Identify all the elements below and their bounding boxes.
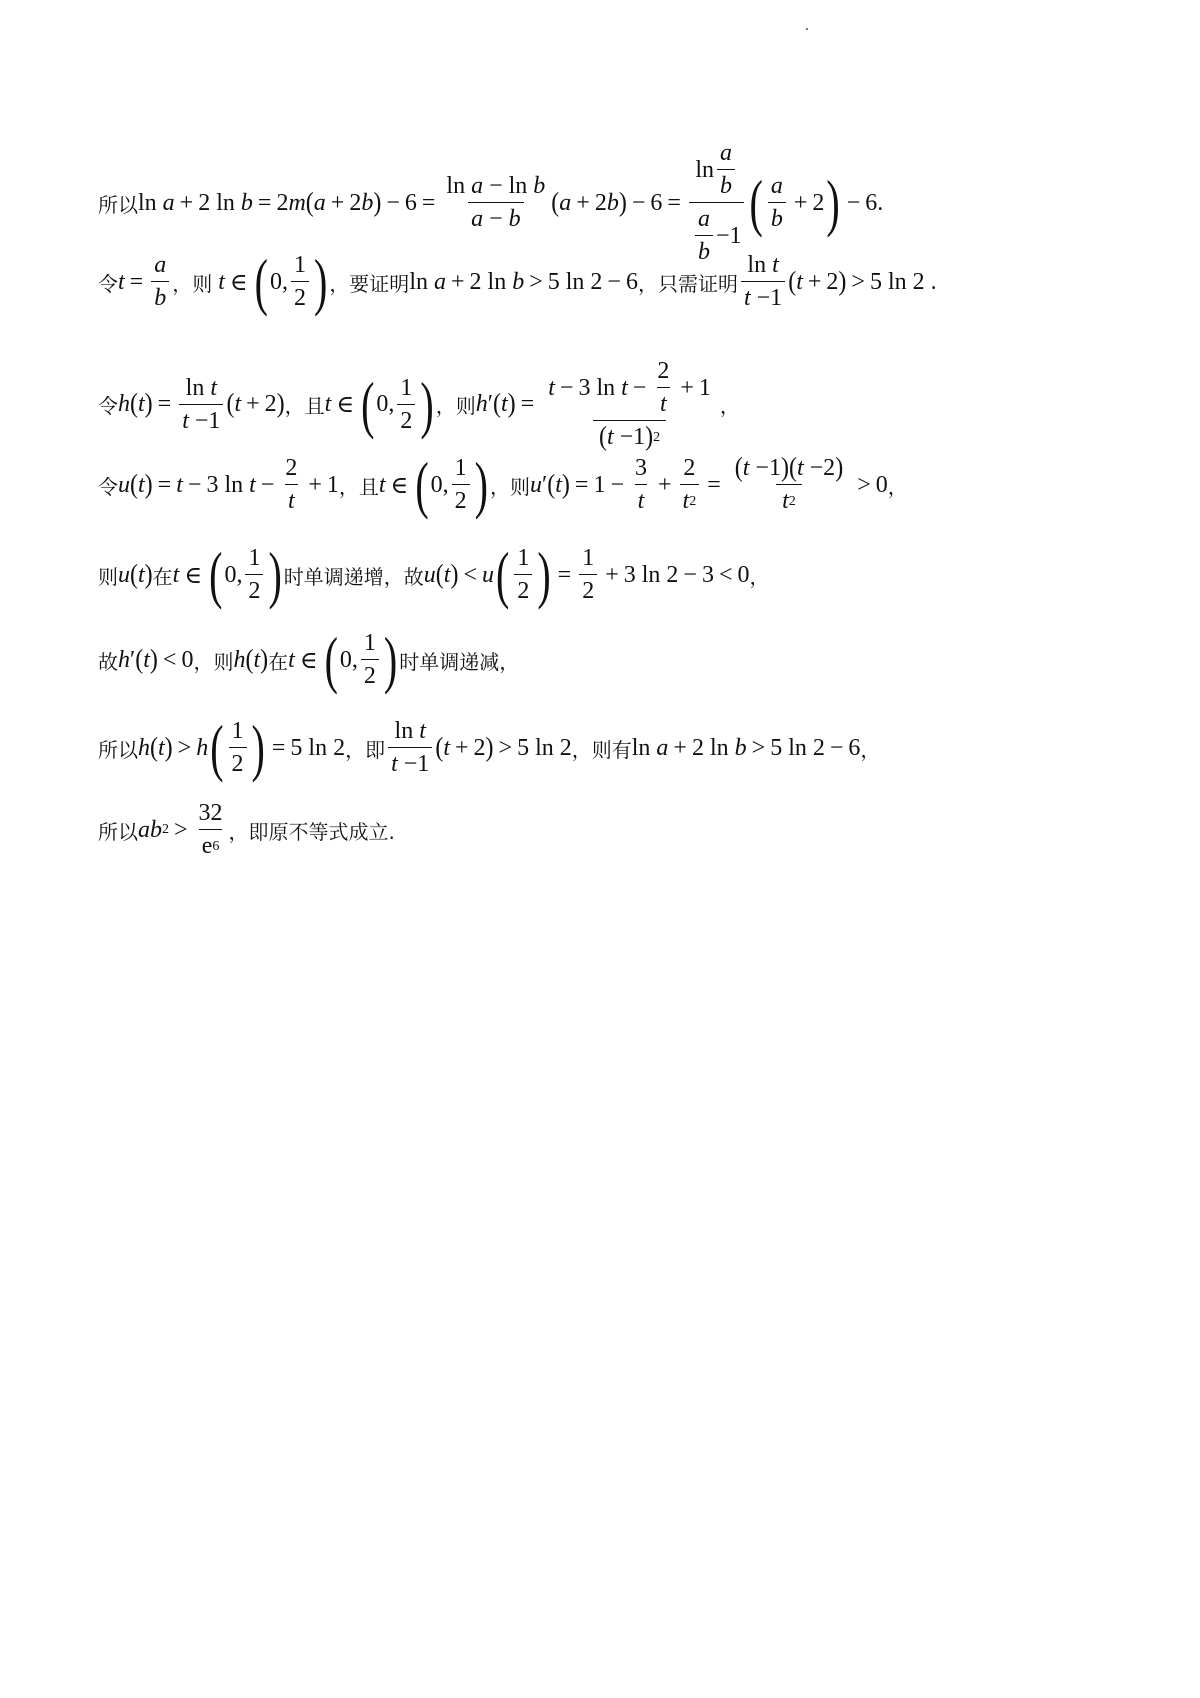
proof-line-4 [98, 448, 1140, 521]
line-3-math-c: h ′ ( t ) = t − 3 ln t − $\frac{2}{t}$ + 1 ( t −1 ) 2 [476, 358, 720, 451]
line-6-math-b: h ( t ) [233, 644, 269, 675]
line-7-math-c: ln a + 2 ln b > 5 ln 2 − 6 [631, 734, 861, 761]
line-3-text-1: ，且 [284, 394, 325, 418]
line-5-end: ， [749, 564, 770, 589]
line-7-math-a: h ( t ) > h ( $\frac{1}{2}$ ) = 5 ln 2 [138, 711, 346, 784]
line-5-text-1: 在 [152, 564, 173, 589]
line-2-math-c: ln a + 2 ln b > 5 ln 2 − 6 [409, 268, 638, 295]
line-6-end: 时单调递减， [399, 649, 520, 674]
proof-line-2 [98, 245, 1140, 318]
line-1-prefix: 所以 [98, 192, 138, 217]
line-5-text-2: 时单调递增，故 [283, 564, 424, 589]
line-3-prefix: 令 [98, 394, 118, 418]
proof-line-5 [98, 538, 1140, 611]
line-8-math: ab 2 > 32 e 6 [138, 800, 223, 859]
line-8-prefix: 所以 [98, 819, 138, 844]
line-3-end: ， [719, 394, 740, 418]
fraction-log-diff: ln a − ln b a − b [446, 173, 546, 232]
fraction-h-derivative: t − 3 ln t − $\frac{2}{t}$ + 1 ( t −1 ) 2 [548, 358, 711, 452]
line-6-math-a: h ′ ( t ) < 0 [118, 644, 194, 675]
line-2-math-b: t ∈ ( 0, $\frac{1}{2}$ ) [218, 245, 328, 318]
line-5-math-c: u ( t ) < u ( $\frac{1}{2}$ ) = $\frac{1}{2}$ + 3 ln 2 − 3 < 0 [423, 538, 750, 611]
line-3-math-a: h ( t ) = ln t t −1 ( t + 2 ) [118, 374, 285, 434]
line-6-text-2: 在 [268, 649, 289, 674]
line-6-math-c: t ∈ ( 0, $\frac{1}{2}$ ) [288, 623, 398, 696]
line-4-text-1: ，且 [338, 474, 379, 499]
proof-line-8 [98, 800, 1140, 860]
line-7-prefix: 所以 [98, 737, 138, 762]
line-4-math-a: u ( t ) = t − 3 ln t − $\frac{2}{t}$ + 1 [118, 455, 339, 514]
line-2-math-d: ln t t −1 ( t + 2 ) > 5 ln 2 . [738, 252, 937, 312]
line-7-end: ， [860, 737, 881, 762]
line-2-text-1: ，则 [172, 271, 213, 296]
proof-line-3 [98, 358, 1140, 451]
fraction-ln-ratio: ln $\frac{a}{b}$ $\frac{a}{b}$ −1 [689, 140, 745, 266]
line-7-text-1: ，即 [345, 737, 386, 762]
line-4-end: ， [887, 474, 908, 499]
line-8-end: ，即原不等式成立. [228, 819, 395, 844]
line-7-math-b: ln t t −1 ( t + 2 ) > 5 ln 2 [385, 718, 572, 778]
proof-line-7 [98, 711, 1140, 784]
line-4-math-c: u ′ ( t ) = 1 − $\frac{3}{t}$ + 2 t 2 = ( t −1 ) ( t −2 ) t 2 > 0 [529, 452, 888, 514]
line-5-math-a: u ( t ) [118, 559, 153, 590]
line-3-math-b: t ∈ ( 0, $\frac{1}{2}$ ) [324, 367, 434, 440]
proof-line-6 [98, 623, 1140, 696]
line-5-prefix: 则 [98, 564, 118, 589]
line-6-prefix: 故 [98, 649, 118, 674]
line-4-math-b: t ∈ ( 0, $\frac{1}{2}$ ) [378, 448, 488, 521]
line-3-text-2: ，则 [435, 394, 476, 418]
line-2-math-a: t = $\frac{a}{b}$ [118, 252, 172, 312]
line-2-prefix: 令 [98, 271, 118, 296]
line-4-text-2: ，则 [489, 474, 530, 499]
line-6-text-1: ，则 [193, 649, 234, 674]
line-4-prefix: 令 [98, 474, 118, 499]
line-1-math: ln a + 2 ln b = 2 m ( a + 2 b ) − 6 = ln a − ln b a − b ( a + 2 b ) − 6 = ln $\frac{a}{b}$ $\frac{a}{b}$ −1 ( $\frac{a}{b}$ + 2 ) − 6. [138, 140, 884, 265]
line-2-text-3: ，只需证明 [637, 271, 738, 296]
scan-speck [806, 28, 808, 30]
line-7-text-2: ，则有 [571, 737, 632, 762]
line-5-math-b: t ∈ ( 0, $\frac{1}{2}$ ) [172, 538, 282, 611]
line-2-text-2: ，要证明 [329, 271, 410, 296]
